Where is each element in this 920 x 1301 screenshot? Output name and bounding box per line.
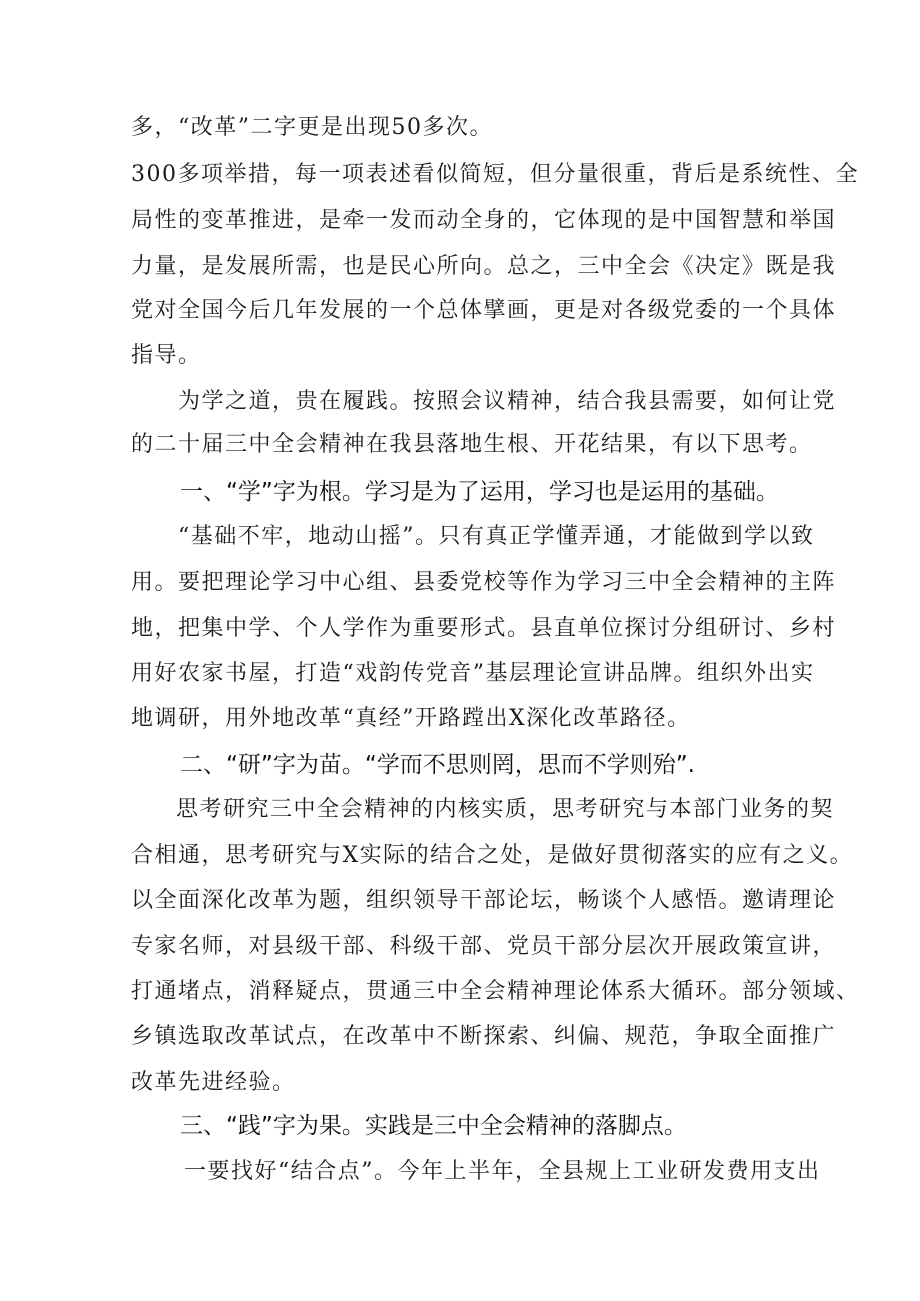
text-line: 地，把集中学、个人学作为重要形式。县直单位探讨分组研讨、乡村 <box>131 616 837 641</box>
text-line: 专家名师，对县级干部、科级干部、党员干部分层次开展政策宣讲， <box>131 934 837 959</box>
text-line: 党对全国今后几年发展的一个总体擘画，更是对各级党委的一个具体 <box>131 298 837 323</box>
text-line: 的二十届三中全会精神在我县落地生根、开花结果，有以下思考。 <box>131 432 813 457</box>
text-line: 局性的变革推进，是牵一发而动全身的，它体现的是中国智慧和举国 <box>131 208 837 233</box>
text-line: 以全面深化改革为题，组织领导干部论坛，畅谈个人感悟。邀请理论 <box>131 888 837 913</box>
text-line: 300多项举措，每一项表述看似简短，但分量很重，背后是系统性、全 <box>131 162 859 187</box>
text-line: 为学之道，贵在履践。按照会议精神，结合我县需要，如何让党 <box>178 389 837 414</box>
text-line: 思考研究三中全会精神的内核实质，思考研究与本部门业务的契 <box>176 797 835 822</box>
text-line: 力量，是发展所需，也是民心所向。总之，三中全会《决定》既是我 <box>131 254 837 279</box>
text-line: “基础不牢，地动山摇”。只有真正学懂弄通，才能做到学以致 <box>178 524 815 549</box>
text-line: 用好农家书屋，打造“戏韵传党音”基层理论宣讲品牌。组织外出实 <box>131 661 815 686</box>
text-line: 改革先进经验。 <box>131 1070 296 1095</box>
text-line: 地调研，用外地改革“真经”开路蹚出X深化改革路径。 <box>131 706 691 731</box>
text-line: 一要找好“结合点”。今年上半年，全县规上工业研发费用支出 <box>184 1159 821 1184</box>
text-line: 合相通，思考研究与X实际的结合之处，是做好贯彻落实的应有之义。 <box>131 843 854 868</box>
text-line: 用。要把理论学习中心组、县委党校等作为学习三中全会精神的主阵 <box>131 570 837 595</box>
text-line: 指导。 <box>131 343 202 368</box>
section-heading: 一、“学”字为根。学习是为了运用，学习也是运用的基础。 <box>180 479 779 505</box>
text-line: 打通堵点，消释疑点，贯通三中全会精神理论体系大循环。部分领域、 <box>131 979 860 1004</box>
text-line: 乡镇选取改革试点，在改革中不断探索、纠偏、规范，争取全面推广 <box>131 1024 837 1049</box>
text-line: 多，“改革”二字更是出现50多次。 <box>131 115 493 140</box>
section-heading: 二、“研”字为苗。“学而不思则罔，思而不学则殆”. <box>180 752 695 778</box>
section-heading: 三、“践”字为果。实践是三中全会精神的落脚点。 <box>180 1113 687 1139</box>
